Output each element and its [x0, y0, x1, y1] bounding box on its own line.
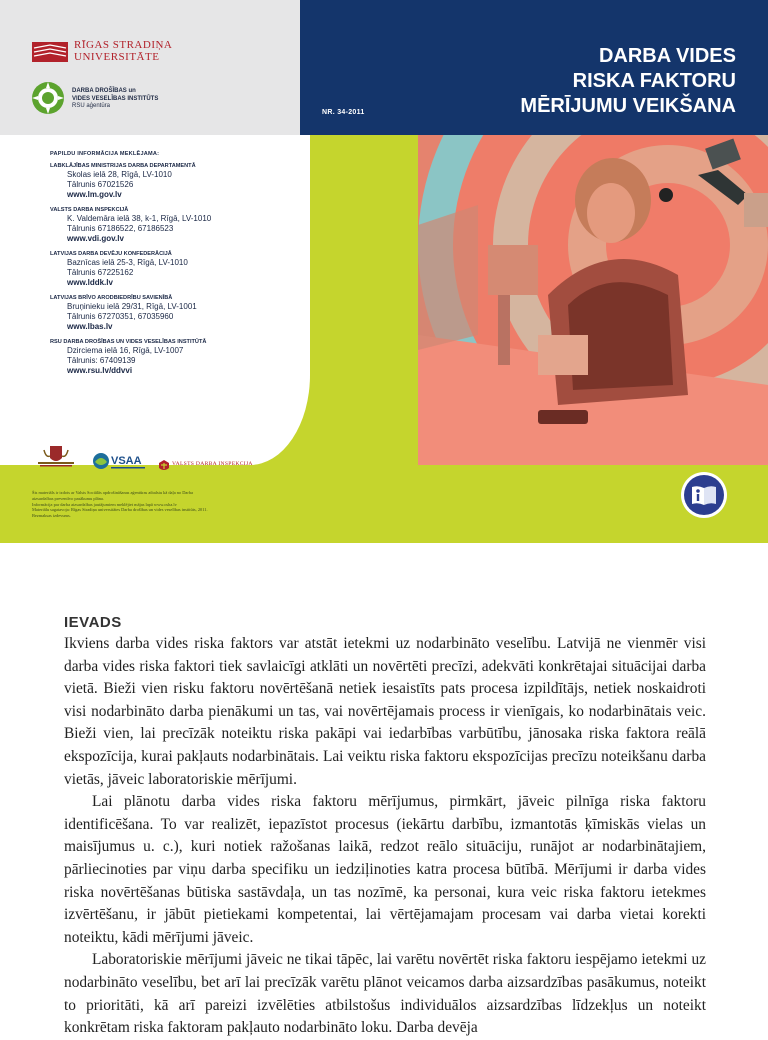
issue-number: NR. 34-2011 — [322, 109, 365, 116]
contact-website[interactable]: www.lddk.lv — [67, 278, 113, 287]
contact-org: RSU DARBA DROŠĪBAS UN VIDES VESELĪBAS INSTITŪTĀ — [50, 339, 207, 345]
contact-item — [50, 339, 280, 376]
institute-logo — [30, 80, 230, 120]
contact-address: Skolas ielā 28, Rīgā, LV-1010 — [67, 170, 172, 179]
contacts-panel — [0, 135, 310, 465]
vdi-emblem-icon — [158, 460, 170, 472]
fine-print — [32, 490, 302, 519]
contact-item — [50, 207, 280, 244]
institute-name-line-1: DARBA DROŠĪBAS un — [72, 88, 136, 94]
vsaa-emblem-icon — [92, 450, 148, 472]
contact-phone: Tālrunis 67225162 — [67, 268, 134, 277]
article-paragraph: Lai plānotu darba vides riska faktoru mērījumus, pirmkārt, jāveic pilnīga riska faktoru identificēšana. To var realizēt, iepazīstot procesus (iekārtu darbību, izmantotās ķīmiskās vielas un maisījumus u. c.), kuri notiek ražošanas laikā, redzot reālo situāciju, runājot ar nodarbinātajiem, pārliecinoties par viņu darba specifiku un iedziļinoties katra procesa būtībā. Mērījumi ir darba vides riska novērtēšanas būtiska sastāvdaļa, un tas nozīmē, ka personai, kura veic riska faktoru ietekmes izvērtēšanu, ir jābūt pietiekami kompetentai, lai vērtējamajam procesam vai darba vietai korekti noteiktu, kādi mērījumi jāveic. — [64, 793, 706, 946]
latvia-coat-of-arms-icon — [36, 444, 76, 468]
institute-emblem-icon — [30, 80, 66, 116]
cover-photo — [418, 135, 768, 465]
fine-print-line: aizsardzības preventīvo pasākumu plāna. — [32, 495, 104, 501]
cover-title-line-3: MĒRĪJUMU VEIKŠANA — [520, 95, 736, 117]
contact-phone: Tālrunis 67270351, 67035960 — [67, 312, 174, 321]
contact-address: Bruņinieku ielā 29/31, Rīgā, LV-1001 — [67, 302, 197, 311]
vdi-logo — [158, 460, 268, 472]
cover-title — [520, 44, 736, 119]
contact-phone: Tālrunis 67186522, 67186523 — [67, 224, 174, 233]
contact-website[interactable]: www.lbas.lv — [67, 322, 113, 331]
info-book-icon — [680, 471, 728, 519]
institute-subtitle: RSU aģentūra — [72, 103, 111, 109]
contact-address: Baznīcas ielā 25-3, Rīgā, LV-1010 — [67, 258, 188, 267]
vdi-text: VALSTS DARBA INSPEKCIJA — [172, 461, 253, 467]
contact-address: Dzirciema ielā 16, Rīgā, LV-1007 — [67, 346, 184, 355]
contact-phone: Tālrunis 67021526 — [67, 180, 134, 189]
cover-title-line-2: RISKA FAKTORU — [572, 70, 736, 92]
section-title: IEVADS — [64, 614, 122, 631]
article — [64, 614, 706, 1040]
contact-item — [50, 295, 280, 332]
fine-print-line: Materiālu sagatavoja: Rīgas Stradiņa universitātes Darba drošības un vides veselības institūts, 2011. — [32, 507, 208, 513]
university-name-line-1: RĪGAS STRADIŅA — [74, 39, 173, 51]
contact-website[interactable]: www.rsu.lv/ddvvi — [67, 366, 133, 375]
contact-address: K. Valdemāra ielā 38, k-1, Rīgā, LV-1010 — [67, 214, 212, 223]
contact-org: LATVIJAS DARBA DEVĒJU KONFEDERĀCIJĀ — [50, 251, 172, 257]
institute-name-line-2: VIDES VESELĪBAS INSTITŪTS — [72, 96, 159, 102]
contact-item — [50, 163, 280, 200]
vsaa-logo — [92, 450, 148, 472]
cover-title-line-1: DARBA VIDES — [598, 45, 736, 67]
university-name-line-2: UNIVERSITĀTE — [74, 51, 160, 63]
worker-photo-illustration — [418, 135, 768, 465]
contact-website[interactable]: www.lm.gov.lv — [67, 190, 122, 199]
vsaa-text: VSAA — [111, 455, 142, 467]
article-paragraph: Laboratoriskie mērījumi jāveic ne tikai tāpēc, lai varētu novērtēt riska faktoru iespējamo ietekmi uz nodarbināto veselību, bet arī lai precīzāk varētu plānot veicamos darba aizsardzības pasākumus, noteikt to prioritāti, kā arī pareizi izvēlēties atbilstošus individuālos aizsardzības līdzekļus un noteikt konkrētam riska faktoram pakļauto nodarbināto loku. Darba devēja — [64, 951, 706, 1037]
fine-print-line: Šis materiāls ir izdots ar Valsts Sociālās apdrošināšanas aģentūras atbalstu kā daļa no Darba — [32, 490, 193, 495]
rsu-emblem-icon — [32, 40, 68, 64]
contact-website[interactable]: www.vdi.gov.lv — [67, 234, 124, 243]
fine-print-line: Bezmaksas izdevums. — [32, 513, 71, 519]
contact-item — [50, 251, 280, 288]
contact-phone: Tālrunis: 67409139 — [67, 356, 136, 365]
rsu-logo — [32, 38, 192, 68]
article-paragraph: Ikviens darba vides riska faktors var atstāt ietekmi uz nodarbināto veselību. Latvijā ne vienmēr visi darba vides riska faktori tiek savlaicīgi atklāti un novērtēti precīzi, adekvāti konkrētajai situācijai darba vietā. Bieži vien risku faktoru novērtēšanā netiek iesaistīts pats procesa izpildītājs, netiek noskaidroti visi nodarbināto darba pienākumi un tas, vai novērtējamais process ir vienīgais, ko nodarbinātais veic. Bieži vien, lai precīzāk noteiktu riska pakāpi vai iedarbības varbūtību, jānosaka riska faktora reālā ekspozīcija, kurai pakļauts nodarbinātais. Lai veiktu riska faktoru ekspozīcijas precīzu noteikšanu darba vietās, jāveic laboratoriskie mērījumi. — [64, 635, 706, 788]
contact-org: LATVIJAS BRĪVO ARODBIEDRĪBU SAVIENĪBĀ — [50, 295, 173, 301]
contacts-heading: PAPILDU INFORMĀCIJA MEKLĒJAMA: — [50, 151, 160, 157]
fine-print-line: Informācija par darba aizsardzības jautājumiem meklējiet mājas lapā www.osha.lv — [32, 501, 177, 507]
contact-org: LABKLĀJĪBAS MINISTRIJAS DARBA DEPARTAMENTĀ — [50, 163, 196, 169]
contact-org: VALSTS DARBA INSPEKCIJĀ — [50, 207, 129, 213]
